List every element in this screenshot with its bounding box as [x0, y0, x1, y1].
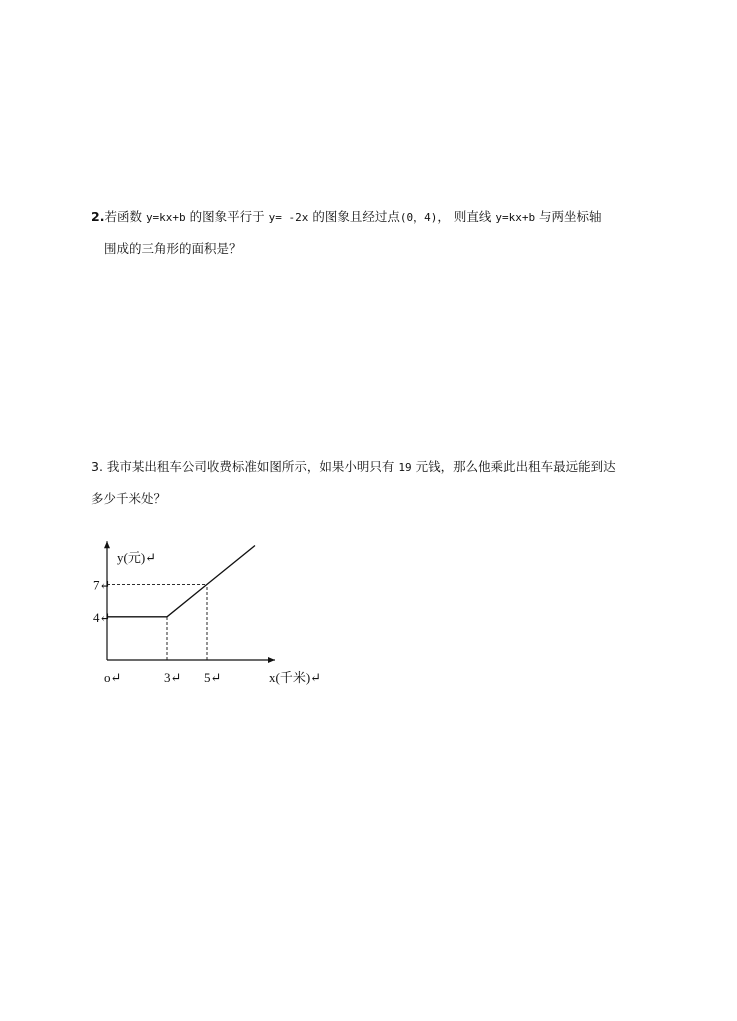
q2-point: (0，4) — [399, 211, 438, 224]
q3-money: 19 — [398, 461, 412, 474]
q2-text-3: 的图象且经过点 — [308, 209, 400, 224]
y-tick-label-7: 7↵ — [93, 577, 111, 593]
y-axis-label: y(元)↵ — [117, 550, 157, 566]
x-axis-arrow — [268, 657, 275, 663]
q2-text-5: 与两坐标轴 — [535, 209, 602, 224]
q2-formula-1: y=kx+b — [145, 211, 186, 224]
q2-formula-3: y=kx+b — [495, 211, 536, 224]
question-2-line-2: 围成的三角形的面积是？ — [104, 241, 242, 256]
q2-text-4: ， 则直线 — [437, 209, 496, 224]
q2-text-1: 若函数 — [104, 209, 146, 224]
taxi-fare-graph — [85, 520, 325, 695]
question-3-line-1 — [91, 458, 616, 477]
x-tick-label-3: 3↵ — [164, 670, 182, 685]
question-2-number: 2. — [91, 209, 105, 224]
x-tick-label-0: o↵ — [104, 670, 122, 685]
question-3-line-2: 多少千米处？ — [91, 491, 167, 506]
y-tick-label-4: 4↵ — [93, 609, 111, 625]
question-3-number: 3. — [91, 459, 103, 474]
q2-text-2: 的图象平行于 — [185, 209, 269, 224]
question-2-line-1 — [91, 208, 602, 227]
x-tick-label-5: 5↵ — [204, 670, 222, 685]
q3-text-1: 我市某出租车公司收费标准如图所示，如果小明只有 — [102, 459, 399, 474]
y-axis-arrow — [104, 541, 110, 548]
q2-formula-2: y= -2x — [268, 211, 309, 224]
x-axis-label: x(千米)↵ — [269, 670, 322, 685]
q3-text-2: 元钱，那么他乘此出租车最远能到达 — [411, 459, 616, 474]
